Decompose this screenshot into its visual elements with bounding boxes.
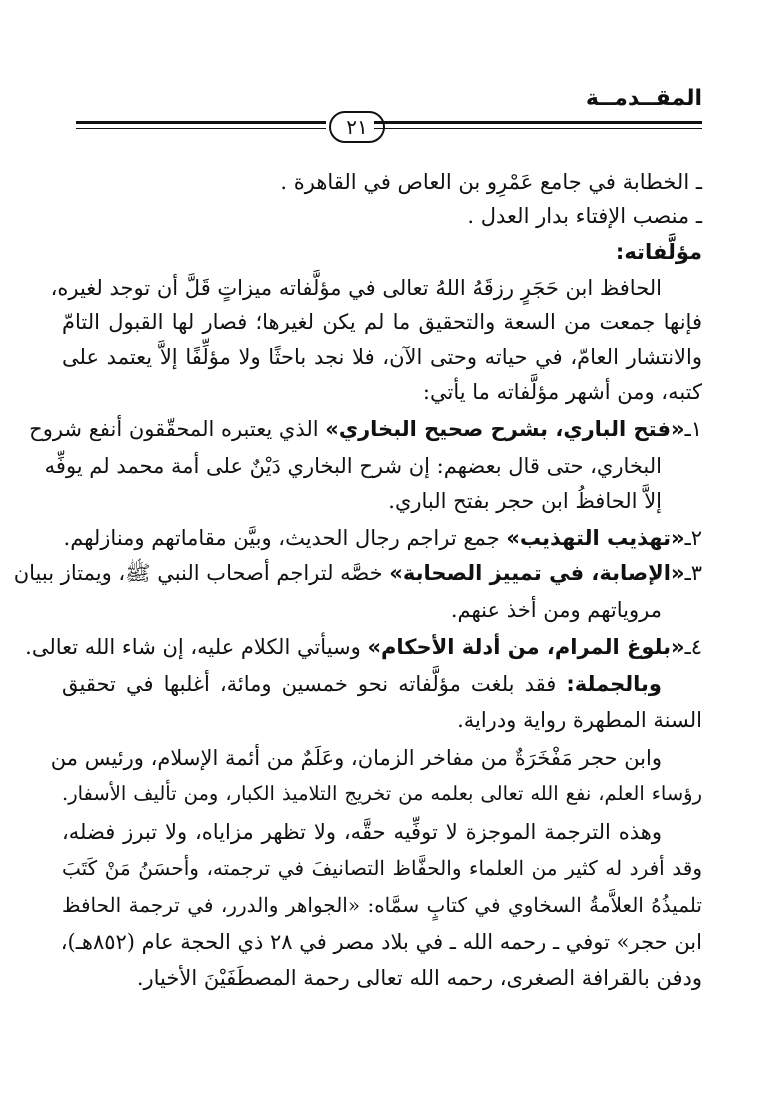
book-title: «فتح الباري، بشرح صحيح البخاري» — [325, 417, 685, 441]
text-line: السنة المطهرة رواية ودراية. — [457, 708, 702, 732]
text-line: وقد أفرد له كثير من العلماء والحفَّاظ التصانيفَ في ترجمته، وأحسَنُ مَنْ كَتَبَ — [62, 856, 702, 880]
text-line: الحافظ ابن حَجَرٍ رزقَهُ اللهُ تعالى في مؤلَّفاته ميزاتٍ قَلَّ أن توجد لغيره، — [50, 276, 662, 300]
book-title: «الإصابة، في تمييز الصحابة» — [389, 561, 685, 585]
book-title: «تهذيب التهذيب» — [506, 526, 685, 550]
list-text: الذي يعتبره المحقّقون أنفع شروح — [29, 417, 326, 441]
text-line: البخاري، حتى قال بعضهم: إن شرح البخاري دَيْنٌ على أمة محمد لم يوفِّه — [44, 454, 662, 478]
text-line: ـ منصب الإفتاء بدار العدل . — [467, 204, 702, 228]
list-number: ٢ـ — [684, 526, 702, 550]
text-line: والانتشار العامّ، في حياته وحتى الآن، فلا نجد باحثًا ولا مؤلِّفًا إلاَّ يعتمد على — [62, 345, 702, 369]
list-number: ٣ـ — [684, 561, 702, 585]
text-line: ـ الخطابة في جامع عَمْرِو بن العاص في القاهرة . — [280, 170, 702, 194]
summary-line — [62, 668, 662, 700]
summary-label: وبالجملة: — [566, 672, 662, 696]
text-line: كتبه، ومن أشهر مؤلَّفاته ما يأتي: — [422, 380, 702, 404]
text-line: ابن حجر» توفي ـ رحمه الله ـ في بلاد مصر في ٢٨ ذي الحجة عام (٨٥٢هـ)، — [60, 930, 702, 954]
list-text: خصَّه لتراجم أصحاب النبي ﷺ، ويمتاز ببيان — [13, 561, 390, 585]
list-item-2 — [62, 522, 702, 554]
text-line: إلاَّ الحافظُ ابن حجر بفتح الباري. — [388, 489, 662, 513]
text-line: تلميذُهُ العلاَّمةُ السخاوي في كتابٍ سمَّاه: «الجواهر والدرر، في ترجمة الحافظ — [62, 893, 702, 917]
text-line: مروياتهم ومن أخذ عنهم. — [450, 598, 662, 622]
list-item-4 — [25, 631, 702, 663]
section-heading: مؤلَّفاته: — [615, 240, 702, 264]
list-number: ١ـ — [684, 417, 702, 441]
page-number: ٢١ — [329, 111, 385, 143]
list-number: ٤ـ — [684, 635, 702, 659]
text-line: ودفن بالقرافة الصغرى، رحمه الله تعالى رحمة المصطَفَيْنَ الأخيار. — [136, 966, 702, 990]
running-header-title: المقــدمــة — [585, 86, 702, 111]
summary-text: فقد بلغت مؤلَّفاته نحو خمسين ومائة، أغلبها في تحقيق — [62, 672, 567, 696]
list-item-1 — [29, 413, 702, 445]
text-line: فإنها جمعت من السعة والتحقيق ما لم يكن لغيرها؛ فصار لها القبول التامّ — [62, 310, 702, 334]
text-line: رؤساء العلم، نفع الله تعالى بعلمه من تخريج التلاميذ الكبار، ومن تأليف الأسفار. — [62, 782, 702, 805]
list-text: وسيأتي الكلام عليه، إن شاء الله تعالى. — [25, 635, 368, 659]
text-line: وابن حجر مَفْخَرَةٌ من مفاخر الزمان، وعَلَمٌ من أئمة الإسلام، ورئيس من — [50, 746, 662, 770]
text-line: وهذه الترجمة الموجزة لا توفِّيه حقَّه، ولا تظهر مزاياه، ولا تبرز فضله، — [62, 820, 662, 844]
list-text: جمع تراجم رجال الحديث، وبيَّن مقاماتهم ومنازلهم. — [63, 526, 507, 550]
list-item-3 — [13, 557, 702, 589]
book-title: «بلوغ المرام، من أدلة الأحكام» — [367, 635, 685, 659]
